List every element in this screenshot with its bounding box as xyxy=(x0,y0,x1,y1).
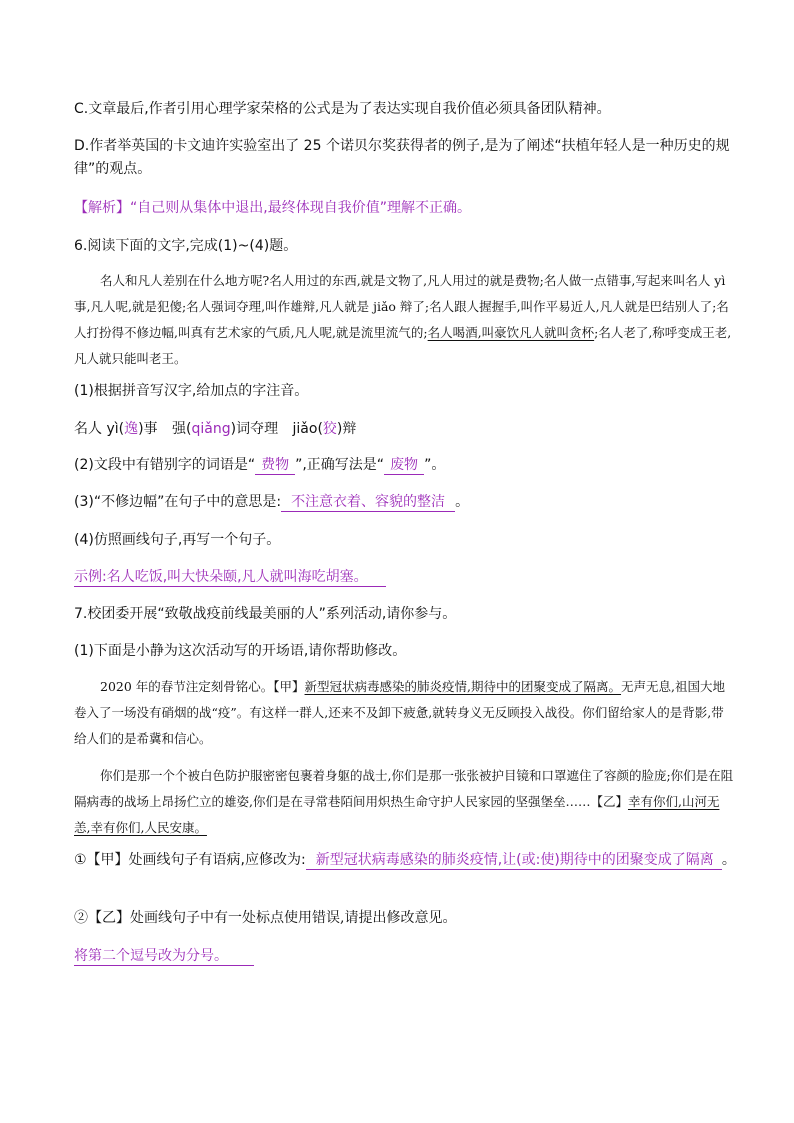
q7-s1-answer: 新型冠状病毒感染的肺炎疫情,让(或:使)期待中的团聚变成了隔离 xyxy=(306,851,722,870)
q6-sub1-b-pre: 强( xyxy=(172,421,192,437)
q6-sub1-answers xyxy=(74,419,734,439)
q6-sub1: (1)根据拼音写汉字,给加点的字注音。 xyxy=(74,383,309,399)
q7-p1-a: 2020 年的春节注定刻骨铭心。【甲】 xyxy=(100,679,305,694)
q7-s1 xyxy=(74,850,734,870)
q6-sub4: (4)仿照画线句子,再写一个句子。 xyxy=(74,532,281,548)
analysis-tag: 【解析】 xyxy=(74,200,130,216)
q6-sub4-answer: 示例:名人吃饭,叫大快朵颐,凡人就叫海吃胡塞。 xyxy=(74,568,386,587)
q6-sub1-b-ans: qiǎng xyxy=(191,421,231,437)
q7-sub1: (1)下面是小静为这次活动写的开场语,请你帮助修改。 xyxy=(74,643,407,659)
q7-s2-answer-row xyxy=(74,946,734,966)
q6-sub3-answer: 不注意衣着、容貌的整洁 xyxy=(281,493,455,512)
q7-p1-b: 无声无息,祖国大地卷入了一场没有硝烟的战“疫”。有这样一群人,还来不及卸下疲惫,就转身义无反顾投入战役。你们留给家人的是背影,带给人们的是希冀和信心。 xyxy=(74,679,726,746)
q6-sub1-a-post: )事 xyxy=(138,421,158,437)
q6-sub1-c-ans: 狡 xyxy=(322,421,337,437)
q6-sub4-answer-row xyxy=(74,567,734,587)
q6-sub3-pre: (3)“不修边幅”在句子中的意思是: xyxy=(74,494,282,510)
q6-sub2-pre: (2)文段中有错别字的词语是“ xyxy=(74,457,256,473)
q6-sub3-post: 。 xyxy=(455,494,470,510)
q6-sub2-mid: ”,正确写法是“ xyxy=(295,457,385,473)
q6-sub2-answer-1: 费物 xyxy=(255,456,295,475)
analysis xyxy=(74,198,734,218)
q7-passage-1 xyxy=(74,674,734,752)
q7-s1-pre: ①【甲】处画线句子有语病,应修改为: xyxy=(74,852,306,868)
q7-p1-underlined: 新型冠状病毒感染的肺炎疫情,期待中的团聚变成了隔离。 xyxy=(304,679,622,694)
q6-title: 6.阅读下面的文字,完成(1)~(4)题。 xyxy=(74,238,298,254)
q6-sub1-c-post: )辩 xyxy=(336,421,357,437)
q6-sub2-answer-2: 废物 xyxy=(384,456,424,475)
q7-p2-underlined: 幸有你们,山河无恙,幸有你们,人民安康。 xyxy=(74,794,720,835)
q6-sub1-c-pre: jiǎo( xyxy=(292,421,323,437)
q6-passage xyxy=(74,268,734,372)
q7-s2-answer: 将第二个逗号改为分号。 xyxy=(74,947,254,966)
option-d-line2: 律”的观点。 xyxy=(74,161,152,177)
q6-passage-a: 名人和凡人差别在什么地方呢?名人用过的东西,就是文物了,凡人用过的就是费物;名人做一点错事,写起来叫名人 yì 事,凡人呢,就是犯傻;名人强词夺理,叫作雄辩,凡人就是 jiǎo 辩了;名人跟人握握手,叫作平易近人,凡人就是巴结别人了;名人打扮得不修边幅,叫真有艺术家的气质,凡人呢,就是流里流气的; xyxy=(74,273,729,340)
q7-p2-a: 你们是那一个个被白色防护服密密包裹着身躯的战士,你们是那一张张被护目镜和口罩遮住了容颜的脸庞;你们是在阻隔病毒的战场上昂扬伫立的雄姿,你们是在寻常巷陌间用炽热生命守护人民家园的坚强堡垒……【乙】 xyxy=(74,768,734,809)
option-d-line1: D.作者举英国的卡文迪许实验室出了 25 个诺贝尔奖获得者的例子,是为了阐述“扶植年轻人是一种历史的规 xyxy=(74,138,730,154)
q6-passage-b: ;名人老了,称呼变成王老,凡人就只能叫老王。 xyxy=(74,325,732,366)
option-c: C.文章最后,作者引用心理学家荣格的公式是为了表达实现自我价值必须具备团队精神。 xyxy=(74,101,611,117)
q6-sub2-post: ”。 xyxy=(424,457,446,473)
q6-sub1-a-ans: 逸 xyxy=(124,421,139,437)
q7-s2: ②【乙】处画线句子中有一处标点使用错误,请提出修改意见。 xyxy=(74,910,457,926)
q6-sub3 xyxy=(74,492,734,512)
q6-passage-underlined: 名人喝酒,叫豪饮凡人就叫贪杯 xyxy=(427,325,595,340)
q7-passage-2 xyxy=(74,763,734,841)
analysis-text: “自己则从集体中退出,最终体现自我价值”理解不正确。 xyxy=(130,200,471,216)
q7-s1-post: 。 xyxy=(721,852,736,868)
q6-sub2 xyxy=(74,455,734,475)
q7-title: 7.校团委开展“致敬战疫前线最美丽的人”系列活动,请你参与。 xyxy=(74,606,457,622)
q6-sub1-a-pre: 名人 yì( xyxy=(74,421,125,437)
q6-sub1-b-post: )词夺理 xyxy=(230,421,279,437)
